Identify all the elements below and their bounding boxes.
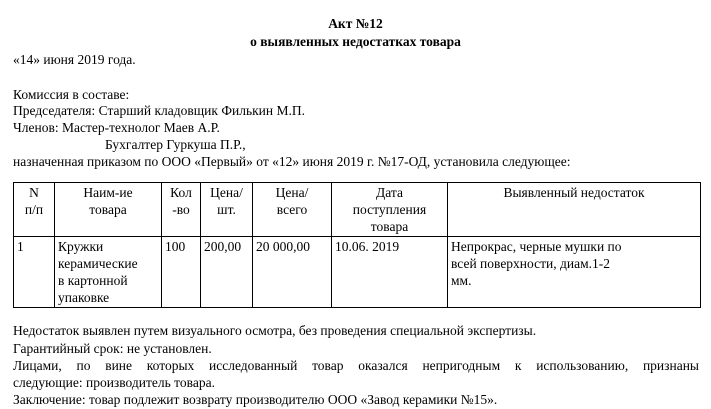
header-cell: Дата поступления товара: [332, 183, 448, 237]
act-title: Акт №12: [328, 16, 383, 31]
table-cell: Непрокрас, черные мушки по всей поверхности, диам.1-2 мм.: [448, 237, 701, 308]
table-cell: 100: [162, 237, 201, 308]
table-cell: Кружки керамические в картонной упаковке: [55, 237, 162, 308]
header-cell: Наим-ие товара: [55, 183, 162, 237]
header-cell: N п/п: [14, 183, 55, 237]
table-cell: 10.06. 2019: [332, 237, 448, 308]
findings-persons-line2: следующие: производитель товара.: [13, 375, 215, 390]
commission-members: Членов: Мастер-технолог Маев А.Р.: [13, 120, 220, 135]
commission-appointed: назначенная приказом по ООО «Первый» от «12» июня 2019 г. №17-ОД, установила следующее:: [13, 154, 571, 169]
findings-warranty: Гарантийный срок: не установлен.: [13, 341, 212, 356]
header-cell: Кол -во: [162, 183, 201, 237]
table-cell: 1: [14, 237, 55, 308]
findings-persons-line1: Лицами, по вине которых исследованный товар оказался непригодным к использованию, признаны: [13, 358, 699, 373]
commission-intro: Комиссия в составе:: [13, 87, 130, 102]
findings-conclusion: Заключение: товар подлежит возврату производителю ООО «Завод керамики №15».: [13, 392, 498, 407]
act-subtitle: о выявленных недостатках товара: [250, 34, 461, 49]
table-cell: 200,00: [201, 237, 253, 308]
act-date: «14» июня 2019 года.: [13, 52, 136, 67]
table-cell: 20 000,00: [253, 237, 332, 308]
findings-method: Недостаток выявлен путем визуального осмотра, без проведения специальной экспертизы.: [13, 323, 537, 338]
header-cell: Цена/ всего: [253, 183, 332, 237]
defects-table: [13, 182, 701, 308]
table-header-row: [14, 183, 701, 237]
table-row: [14, 237, 701, 308]
commission-chairman: Председателя: Старший кладовщик Филькин М.П.: [13, 103, 305, 118]
header-cell: Выявленный недостаток: [448, 183, 701, 237]
header-cell: Цена/ шт.: [201, 183, 253, 237]
commission-member-accountant: Бухгалтер Гуркуша П.Р.,: [105, 137, 246, 152]
